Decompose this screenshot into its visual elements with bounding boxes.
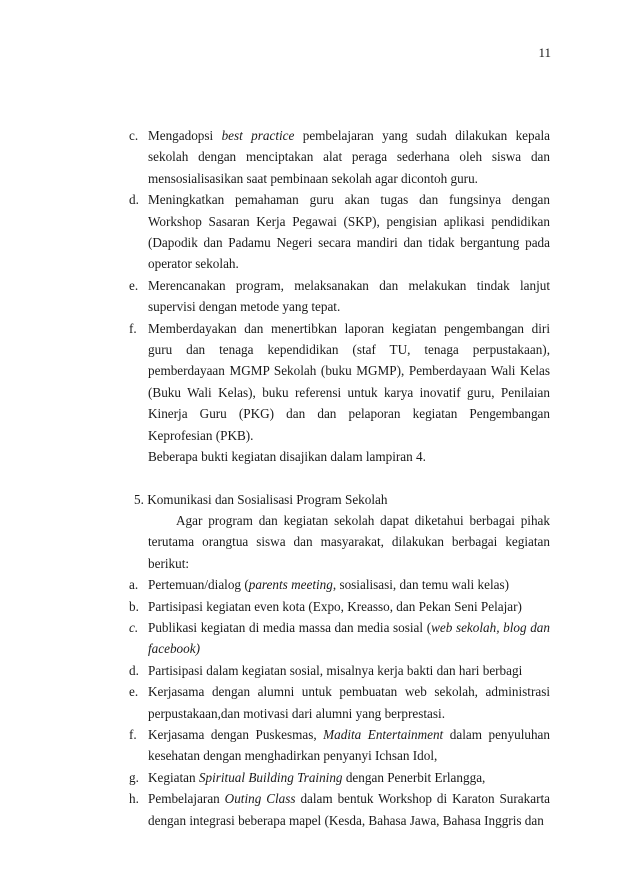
list-marker: b. [129, 598, 139, 614]
list-item-text [148, 660, 550, 681]
list-marker: f. [129, 726, 137, 742]
list-item [129, 660, 550, 681]
italic-term: Spiritual Building Training [198, 769, 343, 785]
list-item-text [148, 574, 550, 595]
text-run: Partisipasi dalam kegiatan sosial, misalnya kerja bakti dan hari berbagi [148, 662, 523, 678]
list-marker: c. [129, 619, 139, 635]
list-item-text [148, 617, 550, 660]
list-item-text [148, 125, 550, 189]
list-marker: c. [129, 128, 139, 143]
section5-heading: 5. Komunikasi dan Sosialisasi Program Sekolah [134, 491, 388, 507]
list-marker: g. [129, 769, 139, 785]
text-run: Partisipasi kegiatan even kota (Expo, Kreasso, dan Pekan Seni Pelajar) [148, 598, 522, 614]
list-item [129, 125, 551, 189]
list-marker: d. [129, 662, 139, 678]
list-item-text [148, 275, 550, 318]
list-marker: e. [129, 684, 139, 700]
list-marker: f. [129, 320, 137, 336]
list-item-text [148, 318, 550, 446]
list-item [129, 596, 550, 617]
text-run: Kerjasama dengan alumni untuk pembuatan web sekolah, administrasi perpustakaan,dan motivasi dari alumni yang berprestasi. [148, 684, 550, 721]
text-run: dengan Penerbit Erlangga, [342, 769, 486, 785]
list-item [129, 189, 550, 275]
italic-term: best practice [221, 128, 295, 143]
list-item-text [148, 681, 550, 724]
list-item [129, 681, 550, 724]
text-run: Meningkatkan pemahaman guru akan tugas dan fungsinya dengan Workshop Sasaran Kerja Pegawai (SKP), pengisian aplikasi pendidikan (Dapodik dan Padamu Negeri secara mandiri dan tidak bergantung pada operator sekolah. [148, 192, 550, 272]
section5-list [0, 574, 638, 831]
list-item-text [148, 189, 550, 275]
list-item [129, 788, 550, 831]
italic-term: parents meeting [248, 577, 333, 593]
list-item [129, 767, 550, 788]
text-run: Mengadopsi [148, 128, 222, 143]
italic-term: Outing Class [224, 791, 296, 807]
text-run: Pertemuan/dialog ( [148, 577, 249, 593]
list-item [129, 724, 550, 767]
list-item [129, 275, 550, 318]
list-item [129, 617, 550, 660]
list-marker: d. [129, 192, 139, 208]
text-run: Kerjasama dengan Puskesmas, [148, 726, 324, 742]
list-marker: a. [129, 577, 139, 593]
text-run: dalam penyuluhan kesehatan dengan menghadirkan penyanyi Ichsan Idol, [148, 726, 550, 764]
page-number: 11 [538, 45, 551, 60]
text-run: dalam bentuk Workshop di Karaton Surakarta dengan integrasi beberapa mapel (Kesda, Bahasa Jawa, Bahasa Inggris dan [148, 791, 550, 828]
list-item-text [148, 724, 550, 767]
text-run: Pembelajaran [148, 791, 225, 807]
text-run: pembelajaran yang sudah dilakukan kepala sekolah dengan menciptakan alat peraga sederhana oleh siswa dan mensosialisasikan saat pembinaan sekolah agar dicontoh guru. [148, 128, 551, 186]
text-run: Memberdayakan dan menertibkan laporan kegiatan pengembangan diri guru dan tenaga kependidikan (staf TU, tenaga perpustakaan), pemberdayaan MGMP Sekolah (buku MGMP), Pemberdayaan Wali Kelas (Buku Wali Kelas), buku referensi untuk karya inovatif guru, Penilaian Kinerja Guru (PKG) dan dan pelaporan kegiatan Pengembangan Keprofesian (PKB). [148, 320, 550, 443]
list-marker: h. [129, 791, 139, 807]
section4-note: Beberapa bukti kegiatan disajikan dalam lampiran 4. [148, 449, 426, 465]
italic-term: web sekolah, blog dan facebook) [148, 619, 550, 657]
list-item [129, 574, 550, 595]
list-item [129, 318, 550, 446]
text-run: Merencanakan program, melaksanakan dan melakukan tindak lanjut supervisi dengan metode yang tepat. [148, 277, 550, 315]
list-item-text [148, 596, 550, 617]
text-run: Kegiatan [148, 769, 199, 785]
text-run: , sosialisasi, dan temu wali kelas) [332, 577, 510, 593]
section5-intro: Agar program dan kegiatan sekolah dapat diketahui berbagai pihak terutama orangtua siswa dan masyarakat, dilakukan berbagai kegiatan berikut: [148, 512, 550, 571]
list-item-text [148, 788, 550, 831]
section4-list [0, 125, 638, 446]
list-marker: e. [129, 277, 139, 293]
list-item-text [148, 767, 550, 788]
text-run: Publikasi kegiatan di media massa dan media sosial ( [148, 619, 432, 635]
italic-term: Madita Entertainment [323, 726, 444, 742]
document-body [0, 125, 638, 831]
